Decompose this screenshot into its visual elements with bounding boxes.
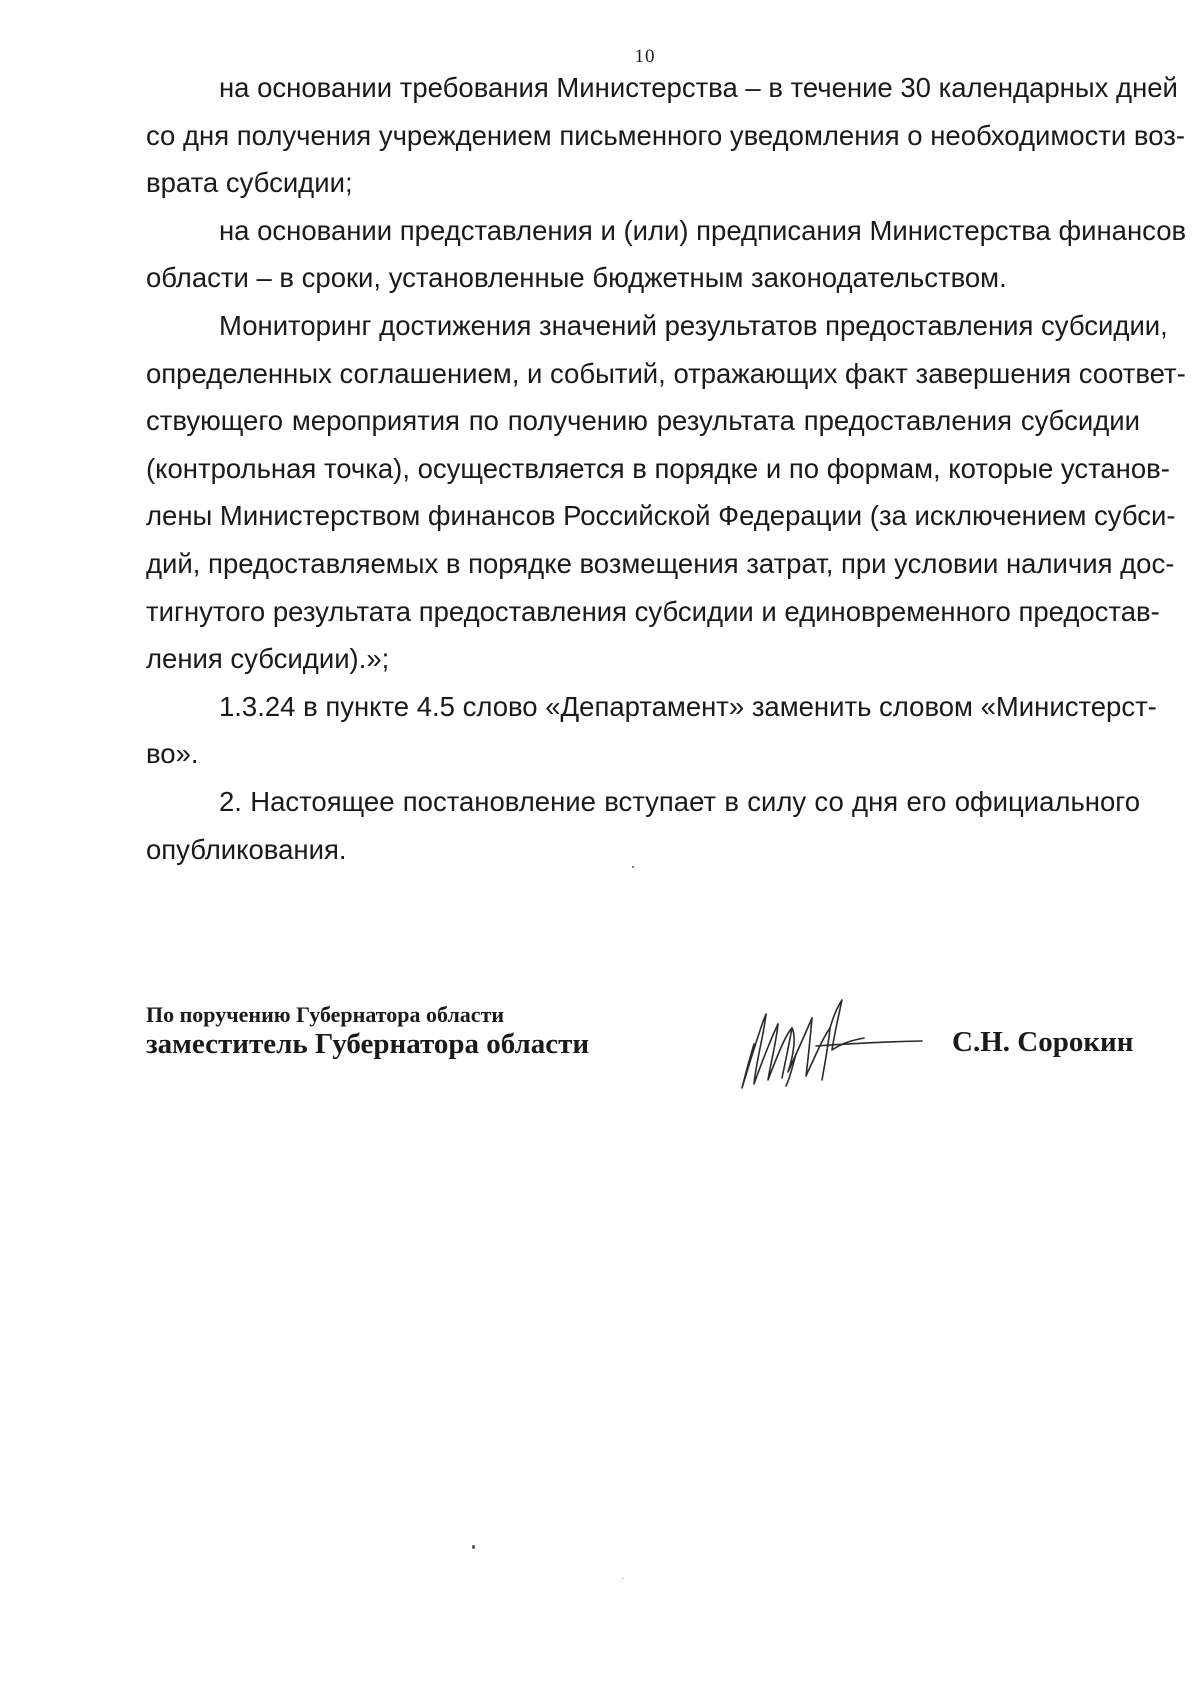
- paragraph-line: опубликования.: [146, 833, 347, 865]
- scan-speck: [622, 1578, 623, 1579]
- paragraph-monitoring: [146, 302, 1186, 683]
- handwritten-signature: [726, 984, 926, 1094]
- scan-speck: [632, 866, 634, 868]
- paragraph-line: ствующего мероприятия по получению результата предоставления субсидии: [146, 405, 1140, 437]
- signature-commission-line: По поручению Губернатора области: [146, 1002, 505, 1027]
- paragraph-line: Мониторинг достижения значений результатов предоставления субсидии,: [219, 309, 1168, 341]
- signatory-name: С.Н. Сорокин: [952, 1026, 1134, 1058]
- paragraph-entry-into-force: [146, 778, 1140, 873]
- paragraph-line: 2. Настоящее постановление вступает в силу со дня его официального: [219, 785, 1140, 817]
- paragraph-line: определенных соглашением, и событий, отражающих факт завершения соответ-: [146, 357, 1186, 389]
- signatory-position: заместитель Губернатора области: [146, 1028, 590, 1060]
- paragraph-line: на основании представления и (или) предписания Министерства финансов: [219, 214, 1187, 246]
- paragraph-line: дий, предоставляемых в порядке возмещения затрат, при условии наличия дос-: [146, 547, 1175, 579]
- paragraph-return-on-finance-ministry-order: [146, 207, 1187, 302]
- paragraph-line: области – в сроки, установленные бюджетным законодательством.: [146, 262, 1007, 294]
- paragraph-line: на основании требования Министерства – в течение 30 календарных дней: [219, 72, 1178, 103]
- paragraph-line: со дня получения учреждением письменного уведомления о необходимости воз-: [146, 119, 1185, 151]
- scan-speck: [472, 1545, 475, 1549]
- document-body: [146, 64, 1187, 873]
- page-number: 10: [634, 46, 656, 67]
- paragraph-line: лены Министерством финансов Российской Федерации (за исключением субси-: [146, 500, 1176, 532]
- paragraph-amendment-1-3-24: [146, 683, 1157, 778]
- paragraph-line: ления субсидии).»;: [146, 643, 390, 675]
- paragraph-line: тигнутого результата предоставления субсидии и единовременного предостав-: [146, 595, 1160, 627]
- paragraph-line: врата субсидии;: [146, 167, 353, 199]
- signature-block: [146, 992, 1146, 1112]
- paragraph-line: 1.3.24 в пункте 4.5 слово «Департамент» заменить словом «Министерст-: [219, 690, 1157, 722]
- paragraph-line: во».: [146, 738, 199, 770]
- paragraph-line: (контрольная точка), осуществляется в порядке и по формам, которые установ-: [146, 452, 1170, 484]
- paragraph-return-on-ministry-request: [146, 64, 1185, 207]
